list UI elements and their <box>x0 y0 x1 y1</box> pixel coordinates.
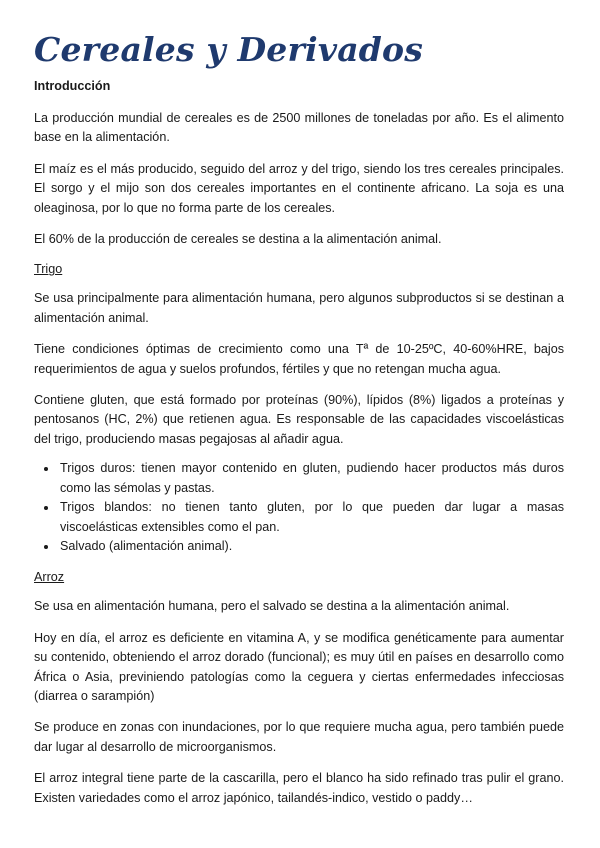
document-title: Cereales y Derivados <box>34 30 424 69</box>
arroz-heading: Arroz <box>34 570 65 585</box>
intro-paragraph: El 60% de la producción de cereales se destina a la alimentación animal. <box>34 232 442 247</box>
document-body <box>34 78 564 820</box>
trigo-bullet-list <box>34 459 564 556</box>
bullet-item: • Salvado (alimentación animal). <box>58 537 564 556</box>
bullet-item: • Trigos blandos: no tienen tanto gluten, por lo que pueden dar lugar a masas viscoelásticas extensibles como el pan. <box>58 498 564 537</box>
arroz-paragraph: Se usa en alimentación humana, pero el salvado se destina a la alimentación animal. <box>34 599 510 614</box>
intro-heading: Introducción <box>34 79 111 93</box>
trigo-paragraph: Se usa principalmente para alimentación humana, pero algunos subproductos si se destinan a alimentación animal. <box>34 291 564 325</box>
trigo-heading: Trigo <box>34 262 63 277</box>
arroz-paragraph: El arroz integral tiene parte de la cascarilla, pero el blanco ha sido refinado tras pulir el grano. Existen variedades como el arroz japónico, tailandés-indico, vestido o paddy… <box>34 771 564 805</box>
intro-paragraph: La producción mundial de cereales es de 2500 millones de toneladas por año. Es el alimento base en la alimentación. <box>34 111 564 145</box>
arroz-paragraph: Se produce en zonas con inundaciones, por lo que requiere mucha agua, pero también puede dar lugar al desarrollo de microorganismos. <box>34 720 564 754</box>
bullet-item: • Trigos duros: tienen mayor contenido en gluten, pudiendo hacer productos más duros como las sémolas y pastas. <box>58 459 564 498</box>
intro-paragraph: El maíz es el más producido, seguido del arroz y del trigo, siendo los tres cereales principales. El sorgo y el mijo son dos cereales importantes en el continente africano. La soja es una oleaginosa, por lo que no forma parte de los cereales. <box>34 161 564 215</box>
trigo-paragraph: Contiene gluten, que está formado por proteínas (90%), lípidos (8%) ligados a proteínas y pentosanos (HC, 2%) que retienen agua. Es responsable de las capacidades viscoelásticas del trigo, produciendo masas pegajosas al añadir agua. <box>34 393 564 446</box>
arroz-paragraph: Hoy en día, el arroz es deficiente en vitamina A, y se modifica genéticamente para aumentar su contenido, obteniendo el arroz dorado (funcional); es muy útil en países en desarrollo como África o Asia, previniendo patologías como la ceguera y ciertas enfermedades infecciosas (diarrea o sarampión) <box>34 630 564 703</box>
trigo-paragraph: Tiene condiciones óptimas de crecimiento como una Tª de 10-25ºC, 40-60%HRE, bajos requerimientos de agua y suelos profundos, fértiles y que no retengan mucha agua. <box>34 342 564 376</box>
